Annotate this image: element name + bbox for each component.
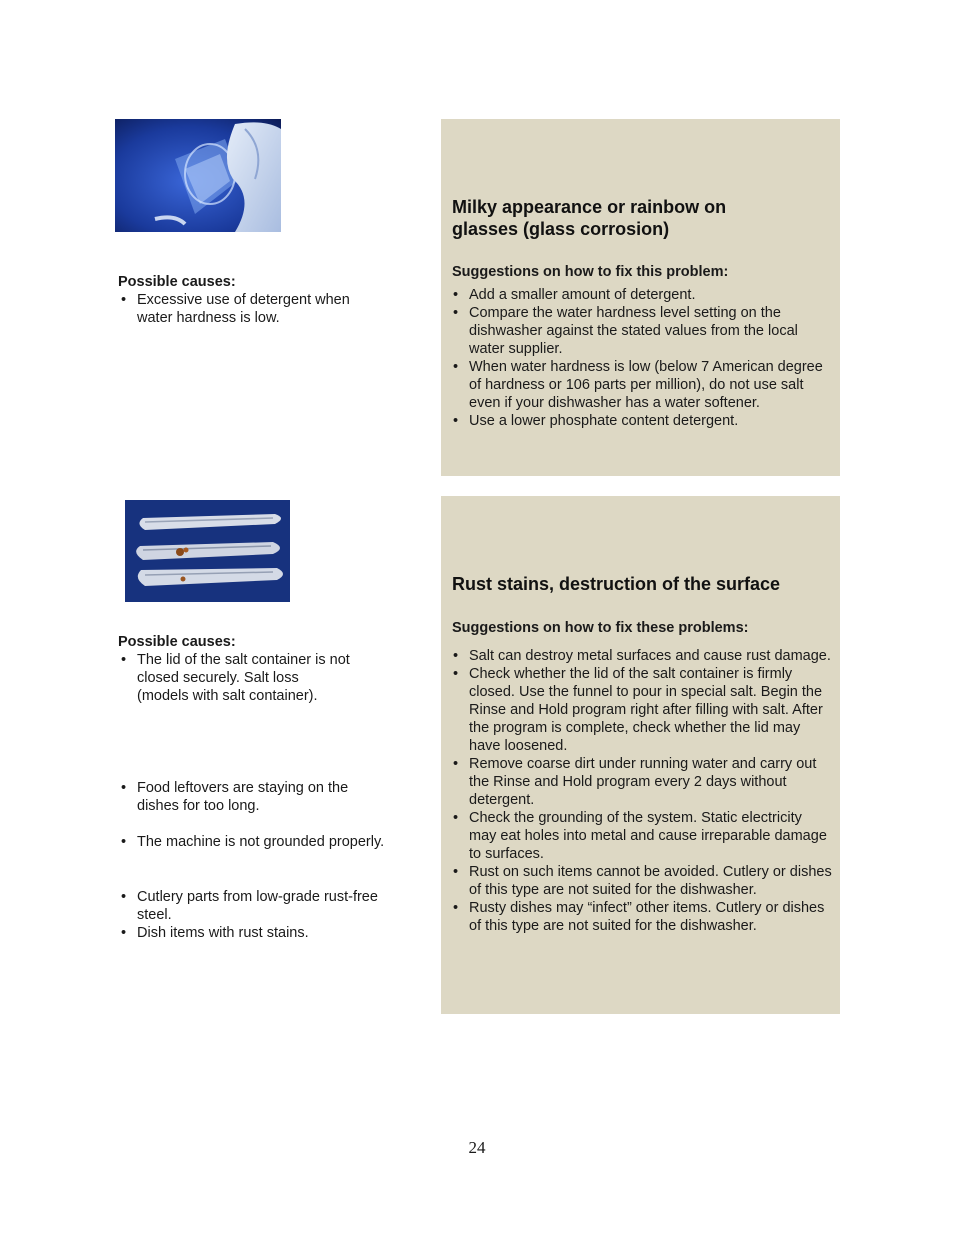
suggestions-list [450,286,832,430]
causes-section-2-group-2 [118,779,388,815]
suggestions-heading: Suggestions on how to fix this problem: [452,264,729,280]
list-item: • The machine is not grounded properly. [118,833,418,851]
list-item: • Add a smaller amount of detergent. [450,286,832,304]
list-item: • Rust on such items cannot be avoided. Cutlery or dishes of this type are not suited for the dishwasher. [450,863,832,899]
rust-stains-panel [441,496,840,1014]
causes-section-2-group-4 [118,888,408,942]
suggestions-list [450,647,832,935]
list-item: • Cutlery parts from low-grade rust-free steel. [118,888,403,924]
possible-causes-heading: Possible causes: [118,274,236,290]
list-item: • Use a lower phosphate content detergent. [450,412,832,430]
causes-section-1 [118,273,388,327]
causes-list [118,833,418,851]
list-item: • When water hardness is low (below 7 American degree of hardness or 106 parts per million), do not use salt even if your dishwasher has a water softener. [450,358,832,412]
possible-causes-heading: Possible causes: [118,634,236,650]
causes-list [118,291,388,327]
panel-title: Rust stains, destruction of the surface [452,574,781,594]
list-item: • Check whether the lid of the salt container is firmly closed. Use the funnel to pour in special salt. Begin the Rinse and Hold program right after filling with salt. After the program is complete, check whether the lid may have loosened. [450,665,832,755]
list-item: • Check the grounding of the system. Static electricity may eat holes into metal and cause irreparable damage to surfaces. [450,809,832,863]
causes-section-2-group-3 [118,833,418,851]
list-item: • Salt can destroy metal surfaces and cause rust damage. [450,647,832,665]
causes-list [118,888,403,942]
glass-corrosion-panel [441,119,840,476]
glass-corrosion-photo [115,119,281,232]
page-number: 24 [468,1138,486,1157]
list-item: • Compare the water hardness level setting on the dishwasher against the stated values from the local water supplier. [450,304,832,358]
panel-title: Milky appearance or rainbow on glasses (glass corrosion) [452,197,727,239]
list-item: • Excessive use of detergent when water hardness is low. [118,291,388,327]
rusty-cutlery-photo [125,500,290,602]
causes-list [118,651,350,705]
list-item: • Rusty dishes may “infect” other items. Cutlery or dishes of this type are not suited for the dishwasher. [450,899,832,935]
list-item: • The lid of the salt container is not closed securely. Salt loss (models with salt container). [118,651,350,705]
list-item: • Dish items with rust stains. [118,924,403,942]
list-item: • Food leftovers are staying on the dishes for too long. [118,779,378,815]
list-item: • Remove coarse dirt under running water and carry out the Rinse and Hold program every 2 days without detergent. [450,755,832,809]
causes-section-2 [118,633,408,705]
suggestions-heading: Suggestions on how to fix these problems: [452,620,749,636]
causes-list [118,779,378,815]
